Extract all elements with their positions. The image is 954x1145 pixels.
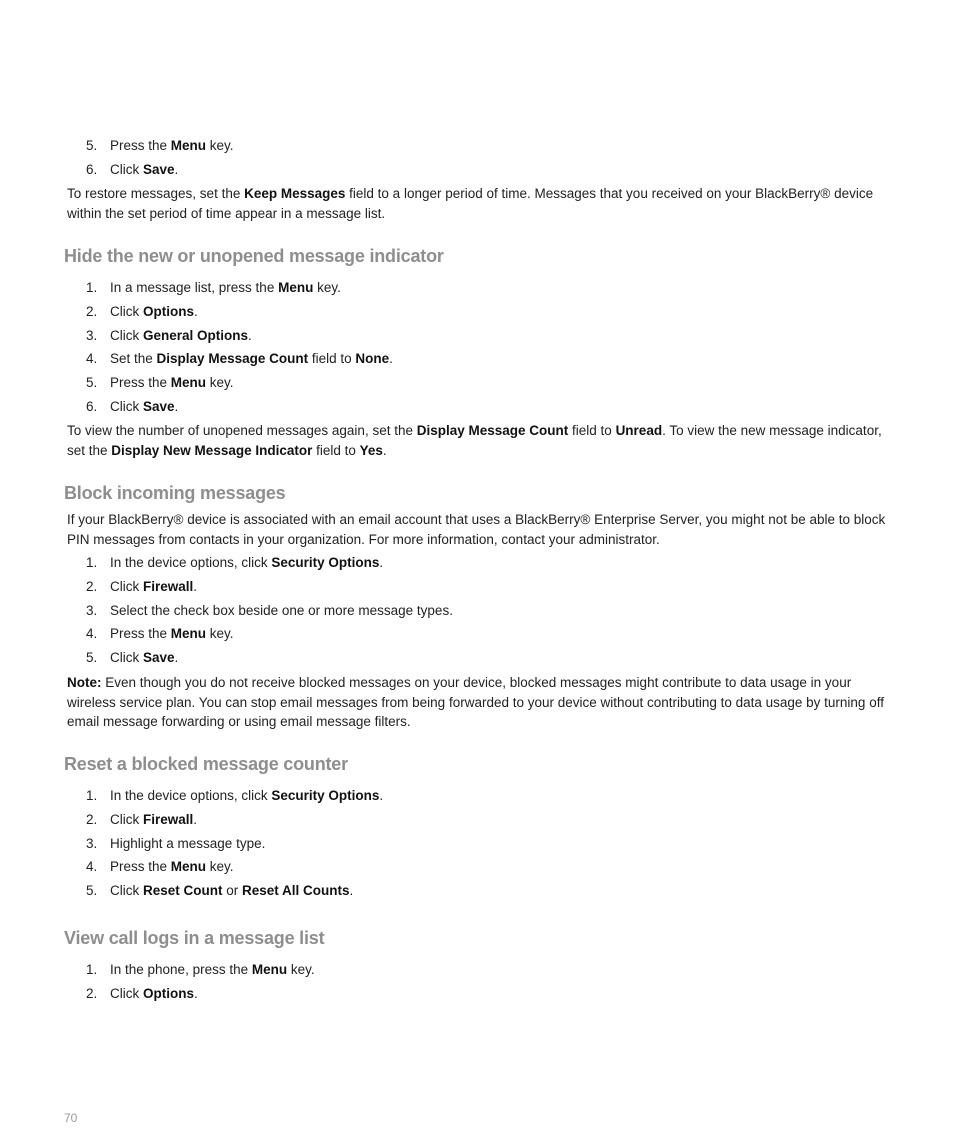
paragraph-restore-messages: To restore messages, set the Keep Messages field to a longer period of time. Messages that you received on your BlackBerry® device within the set period of time appear in a message list. [67, 186, 874, 221]
section-heading: View call logs in a message list [64, 928, 325, 948]
section-heading: Reset a blocked message counter [64, 754, 348, 774]
note-paragraph: Note: Even though you do not receive blocked messages on your device, blocked messages might contribute to data usage in your wireless service plan. You can stop email messages from being forwarded to your device without contributing to data usage by turning off email message forwarding or using email message filters. [67, 675, 884, 729]
section-heading: Hide the new or unopened message indicator [64, 246, 444, 266]
document-page: 5. Press the Menu key. 6. Click Save. To restore messages, set the Keep Messages field to a longer period of time. Messages that you received on your BlackBerry® device within the set period of time appear in a message list. Hide the new or unopened message indicator 1. In a message list, press the Menu key. 2. Click Options. 3. Click General Options. 4. Set the Display Message Count field to None. 5. Press the Menu key. 6. Click Save. To view the number of unopened messages again, set the Display Message Count field to Unread. To view the new message indicator, set the Display New Message Indicator field to Yes. Block incoming messages If your BlackBerry® device is associated with an email account that uses a BlackBerry® Enterprise Server, you might not be able to block PIN messages from contacts in your organization. For more information, contact your administrator. 1. In the device options, click Security Options. 2. Click Firewall. 3. Select the check box beside one or more message types. 4. Press the Menu key. 5. Click Save. Note: Even though you do not receive blocked messages on your device, blocked messages might contribute to data usage in your wireless service plan. You can stop email messages from being forwarded to your device without contributing to data usage by turning off email message forwarding or using email message filters. Reset a blocked message counter 1. In the device options, click Security Options. 2. Click Firewall. 3. Highlight a message type. 4. Press the Menu key. 5. Click Reset Count or Reset All Counts. View call logs in a message list 1. In the phone, press the Menu key. 2. Click Options. 70 [0, 0, 954, 1145]
paragraph-intro: If your BlackBerry® device is associated with an email account that uses a BlackBerry® Enterprise Server, you might not be able to block PIN messages from contacts in your organization. For more information, contact your administrator. [67, 512, 886, 547]
section-heading: Block incoming messages [64, 483, 286, 503]
page-number: 70 [64, 1111, 78, 1125]
note-label: Note: [67, 675, 102, 690]
paragraph-display-count: To view the number of unopened messages again, set the Display Message Count field to Unread. To view the new message indicator, set the Display New Message Indicator field to Yes. [67, 423, 882, 458]
